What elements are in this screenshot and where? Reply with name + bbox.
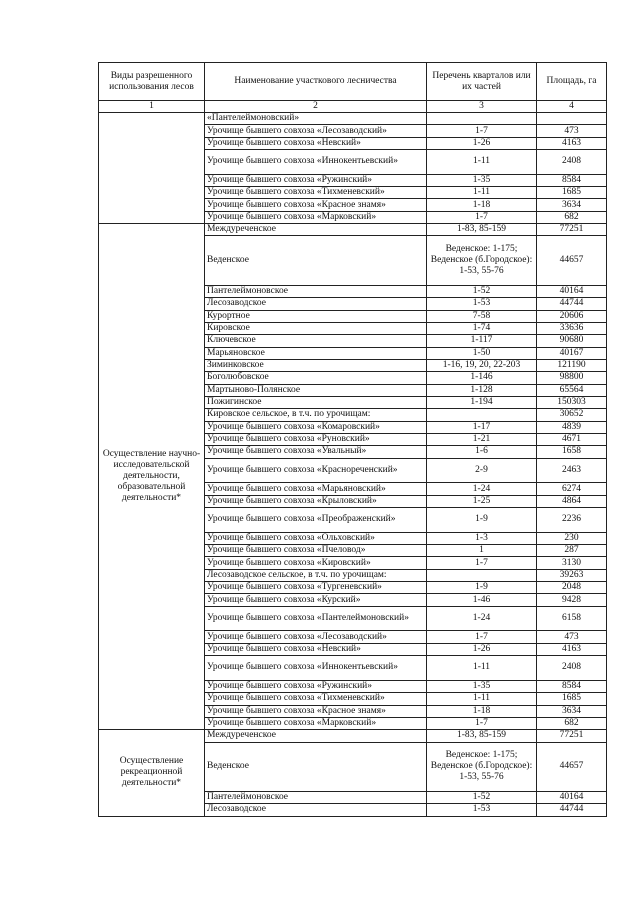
area-cell: 2048 [537, 582, 607, 594]
column-number: 1 [99, 101, 205, 113]
column-number: 3 [427, 101, 537, 113]
forestry-name-cell: Урочище бывшего совхоза «Красное знамя» [205, 199, 427, 211]
forestry-name-cell: Пантелеймоновское [205, 285, 427, 297]
forestry-name-cell: Урочище бывшего совхоза «Красное знамя» [205, 705, 427, 717]
area-cell: 20606 [537, 310, 607, 322]
forestry-name-cell: Урочище бывшего совхоза «Тихменевский» [205, 693, 427, 705]
area-cell: 4839 [537, 421, 607, 433]
column-number: 2 [205, 101, 427, 113]
forestry-name-cell: Урочище бывшего совхоза «Руновский» [205, 433, 427, 445]
quarters-cell: 1-194 [427, 396, 537, 408]
quarters-cell: 1-9 [427, 508, 537, 533]
quarters-cell: 1-25 [427, 495, 537, 507]
use-type-cell [99, 113, 205, 224]
area-cell: 40167 [537, 347, 607, 359]
quarters-cell: 1-11 [427, 693, 537, 705]
quarters-cell: 2-9 [427, 458, 537, 483]
quarters-cell [427, 113, 537, 125]
quarters-cell: 1-52 [427, 285, 537, 297]
quarters-cell: 1-9 [427, 582, 537, 594]
header-row [99, 63, 607, 101]
quarters-cell: 1-35 [427, 680, 537, 692]
area-cell: 44744 [537, 298, 607, 310]
area-cell: 3634 [537, 705, 607, 717]
forestry-name-cell: Лесозаводское [205, 298, 427, 310]
area-cell: 40164 [537, 285, 607, 297]
forestry-name-cell: Урочище бывшего совхоза «Лесозаводский» [205, 631, 427, 643]
quarters-cell: 1-26 [427, 137, 537, 149]
forestry-name-cell: Междуреченское [205, 730, 427, 742]
quarters-cell: 7-58 [427, 310, 537, 322]
forestry-name-cell: Урочище бывшего совхоза «Увальный» [205, 446, 427, 458]
area-cell: 473 [537, 631, 607, 643]
quarters-cell: 1-128 [427, 384, 537, 396]
quarters-cell: 1-24 [427, 606, 537, 631]
forestry-name-cell: Пантелеймоновское [205, 791, 427, 803]
forestry-name-cell: Лесозаводское [205, 804, 427, 816]
area-cell: 98800 [537, 372, 607, 384]
forestry-name-cell: Ключевское [205, 335, 427, 347]
quarters-cell: 1-83, 85-159 [427, 730, 537, 742]
forestry-name-cell: Урочище бывшего совхоза «Иннокентьевский» [205, 656, 427, 681]
header-quarters: Перечень кварталов или их частей [427, 63, 537, 101]
area-cell: 287 [537, 545, 607, 557]
area-cell: 1685 [537, 693, 607, 705]
forestry-name-cell: Зиминковское [205, 359, 427, 371]
area-cell: 1685 [537, 187, 607, 199]
forestry-name-cell: Урочище бывшего совхоза «Курский» [205, 594, 427, 606]
forestry-name-cell: Пожигинское [205, 396, 427, 408]
quarters-cell: 1-24 [427, 483, 537, 495]
forestry-name-cell: Урочище бывшего совхоза «Ружинский» [205, 174, 427, 186]
area-cell: 8584 [537, 174, 607, 186]
column-number: 4 [537, 101, 607, 113]
quarters-cell [427, 409, 537, 421]
forestry-name-cell: Марьяновское [205, 347, 427, 359]
quarters-cell: 1-11 [427, 150, 537, 175]
area-cell: 2463 [537, 458, 607, 483]
area-cell: 6158 [537, 606, 607, 631]
quarters-cell: 1-18 [427, 705, 537, 717]
quarters-cell: 1-21 [427, 433, 537, 445]
forestry-name-cell: Урочище бывшего совхоза «Тургеневский» [205, 582, 427, 594]
area-cell: 2236 [537, 508, 607, 533]
forestry-name-cell: Урочище бывшего совхоза «Марковский» [205, 211, 427, 223]
area-cell: 682 [537, 717, 607, 729]
header-area: Площадь, га [537, 63, 607, 101]
area-cell: 40164 [537, 791, 607, 803]
area-cell: 4864 [537, 495, 607, 507]
area-cell: 33636 [537, 322, 607, 334]
quarters-cell: 1-6 [427, 446, 537, 458]
area-cell: 2408 [537, 150, 607, 175]
forestry-name-cell: Кировское [205, 322, 427, 334]
area-cell: 150303 [537, 396, 607, 408]
forestry-name-cell: Урочище бывшего совхоза «Невский» [205, 137, 427, 149]
area-cell: 6274 [537, 483, 607, 495]
quarters-cell: 1 [427, 545, 537, 557]
forestry-name-cell: Урочище бывшего совхоза «Ружинский» [205, 680, 427, 692]
area-cell: 682 [537, 211, 607, 223]
quarters-cell: 1-11 [427, 656, 537, 681]
area-cell: 65564 [537, 384, 607, 396]
quarters-cell: 1-7 [427, 557, 537, 569]
quarters-cell: Веденское: 1-175; Веденское (б.Городское): 1-53, 55-76 [427, 742, 537, 791]
area-cell: 39263 [537, 569, 607, 581]
area-cell: 1658 [537, 446, 607, 458]
forestry-name-cell: Урочище бывшего совхоза «Краснореченский» [205, 458, 427, 483]
quarters-cell: 1-7 [427, 717, 537, 729]
quarters-cell: Веденское: 1-175; Веденское (б.Городское): 1-53, 55-76 [427, 236, 537, 285]
quarters-cell: 1-53 [427, 298, 537, 310]
area-cell: 121190 [537, 359, 607, 371]
area-cell: 77251 [537, 224, 607, 236]
area-cell: 473 [537, 125, 607, 137]
forest-use-table [98, 62, 607, 817]
table-row [99, 730, 607, 742]
area-cell [537, 113, 607, 125]
forestry-name-cell: Урочище бывшего совхоза «Лесозаводский» [205, 125, 427, 137]
forestry-name-cell: Урочище бывшего совхоза «Крыловский» [205, 495, 427, 507]
quarters-cell: 1-52 [427, 791, 537, 803]
forestry-name-cell: Веденское [205, 236, 427, 285]
area-cell: 4163 [537, 643, 607, 655]
forestry-name-cell: Кировское сельское, в т.ч. по урочищам: [205, 409, 427, 421]
forestry-name-cell: Урочище бывшего совхоза «Марьяновский» [205, 483, 427, 495]
area-cell: 44657 [537, 742, 607, 791]
forestry-name-cell: Урочище бывшего совхоза «Кировский» [205, 557, 427, 569]
quarters-cell: 1-146 [427, 372, 537, 384]
area-cell: 3634 [537, 199, 607, 211]
forestry-name-cell: Урочище бывшего совхоза «Пантелеймоновский» [205, 606, 427, 631]
quarters-cell: 1-83, 85-159 [427, 224, 537, 236]
forestry-name-cell: Курортное [205, 310, 427, 322]
column-numbers-row [99, 101, 607, 113]
table-row [99, 224, 607, 236]
quarters-cell: 1-3 [427, 532, 537, 544]
quarters-cell: 1-17 [427, 421, 537, 433]
quarters-cell: 1-35 [427, 174, 537, 186]
quarters-cell: 1-16, 19, 20, 22-203 [427, 359, 537, 371]
area-cell: 3130 [537, 557, 607, 569]
area-cell: 4671 [537, 433, 607, 445]
area-cell: 4163 [537, 137, 607, 149]
forestry-name-cell: Урочище бывшего совхоза «Пчеловод» [205, 545, 427, 557]
area-cell: 90680 [537, 335, 607, 347]
use-type-cell: Осуществление научно-исследовательской деятельности, образовательной деятельности* [99, 224, 205, 730]
area-cell: 9428 [537, 594, 607, 606]
use-type-cell: Осуществление рекреационной деятельности* [99, 730, 205, 816]
header-use-type: Виды разрешенного использования лесов [99, 63, 205, 101]
forestry-name-cell: Мартыново-Полянское [205, 384, 427, 396]
quarters-cell: 1-46 [427, 594, 537, 606]
forestry-name-cell: «Пантелеймоновский» [205, 113, 427, 125]
forestry-name-cell: Урочище бывшего совхоза «Марковский» [205, 717, 427, 729]
quarters-cell: 1-53 [427, 804, 537, 816]
quarters-cell: 1-26 [427, 643, 537, 655]
forestry-name-cell: Урочище бывшего совхоза «Преображенский» [205, 508, 427, 533]
forestry-name-cell: Урочище бывшего совхоза «Иннокентьевский» [205, 150, 427, 175]
forestry-name-cell: Урочище бывшего совхоза «Тихменевский» [205, 187, 427, 199]
quarters-cell: 1-7 [427, 211, 537, 223]
quarters-cell: 1-117 [427, 335, 537, 347]
area-cell: 44744 [537, 804, 607, 816]
table-row [99, 113, 607, 125]
quarters-cell: 1-50 [427, 347, 537, 359]
quarters-cell [427, 569, 537, 581]
quarters-cell: 1-74 [427, 322, 537, 334]
forestry-name-cell: Лесозаводское сельское, в т.ч. по урочищам: [205, 569, 427, 581]
area-cell: 77251 [537, 730, 607, 742]
quarters-cell: 1-18 [427, 199, 537, 211]
area-cell: 2408 [537, 656, 607, 681]
area-cell: 44657 [537, 236, 607, 285]
forestry-name-cell: Веденское [205, 742, 427, 791]
quarters-cell: 1-7 [427, 125, 537, 137]
forestry-name-cell: Урочище бывшего совхоза «Комаровский» [205, 421, 427, 433]
quarters-cell: 1-7 [427, 631, 537, 643]
forestry-name-cell: Урочище бывшего совхоза «Ольховский» [205, 532, 427, 544]
forestry-name-cell: Междуреченское [205, 224, 427, 236]
quarters-cell: 1-11 [427, 187, 537, 199]
forestry-name-cell: Урочище бывшего совхоза «Невский» [205, 643, 427, 655]
area-cell: 230 [537, 532, 607, 544]
area-cell: 8584 [537, 680, 607, 692]
forestry-name-cell: Боголюбовское [205, 372, 427, 384]
header-forestry-name: Наименование участкового лесничества [205, 63, 427, 101]
area-cell: 30652 [537, 409, 607, 421]
